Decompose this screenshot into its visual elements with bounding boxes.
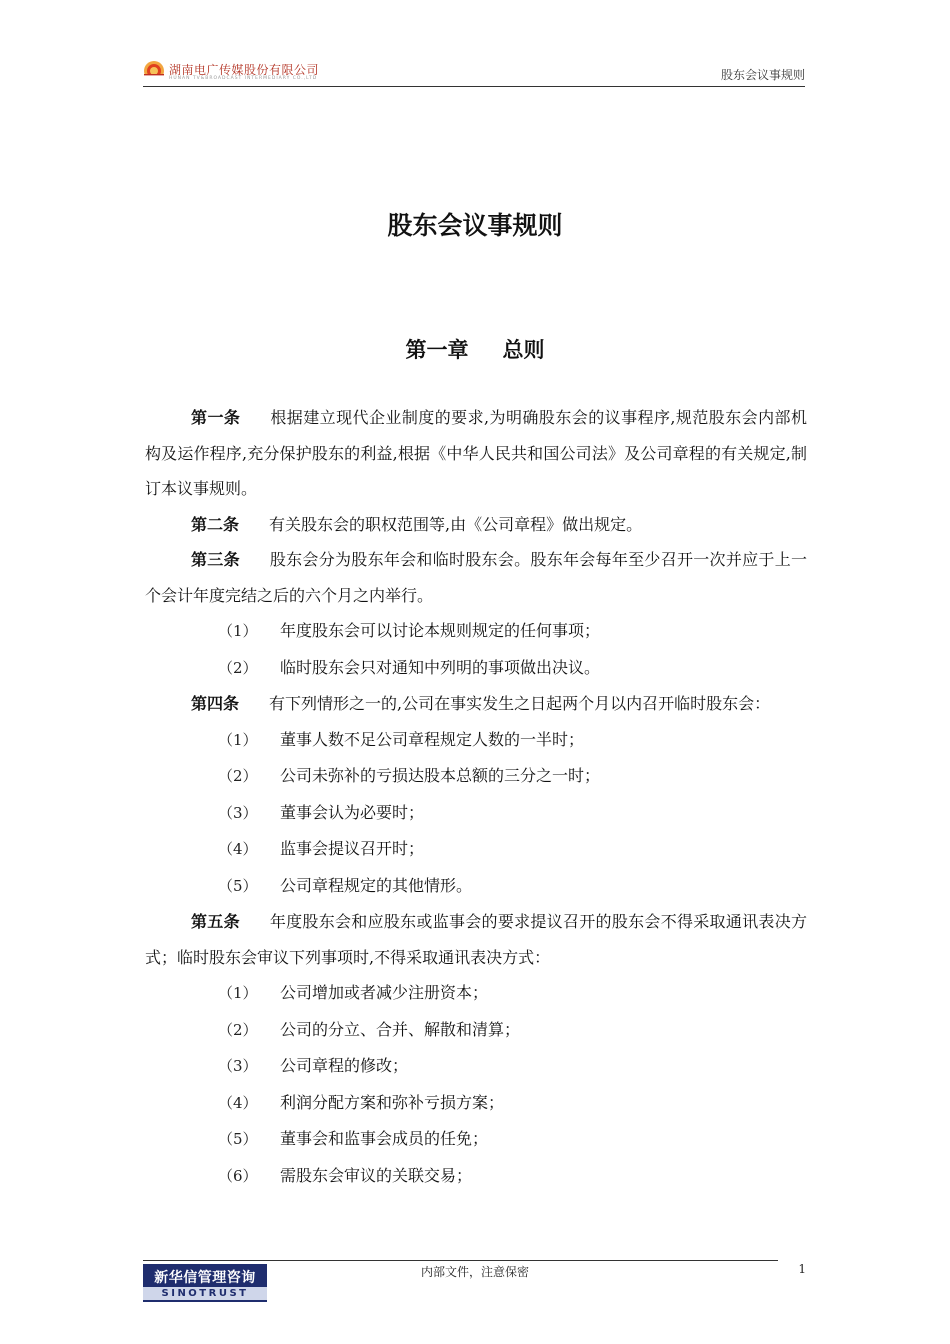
- list-item: [145, 613, 807, 650]
- list-item-text: 临时股东会只对通知中列明的事项做出决议。: [280, 657, 601, 677]
- sinotrust-logo: [143, 1264, 267, 1302]
- article-label: 第一条: [191, 408, 241, 427]
- list-item-text: 董事会和监事会成员的任免；: [280, 1129, 489, 1148]
- article: [145, 904, 807, 975]
- list-item: [145, 650, 807, 687]
- list-item-number: （5）: [218, 1130, 258, 1148]
- chapter-name: 总则: [502, 338, 545, 362]
- article: [145, 507, 807, 543]
- article-text: 年度股东会和应股东或监事会的要求提议召开的股东会不得采取通讯表决方式；临时股东会审议下列事项时,不得采取通讯表决方式：: [145, 912, 807, 967]
- page-header: [143, 58, 805, 87]
- list-item-text: 公司的分立、合并、解散和清算；: [280, 1019, 521, 1039]
- article-text: 有下列情形之一的,公司在事实发生之日起两个月以内召开临时股东会：: [269, 694, 771, 713]
- list-item: [145, 1158, 807, 1195]
- company-logo-icon: [143, 60, 165, 82]
- list-item-number: （3）: [218, 803, 258, 822]
- list-item: [145, 868, 807, 905]
- list-item-number: （1）: [218, 622, 258, 640]
- article: [145, 686, 807, 722]
- article-text: 根据建立现代企业制度的要求,为明确股东会的议事程序,规范股东会内部机构及运作程序,充分保护股东的利益,根据《中华人民共和国公司法》及公司章程的有关规定,制订本议事规则。: [145, 408, 807, 498]
- article-label: 第三条: [191, 550, 240, 569]
- list-item-number: （2）: [218, 767, 258, 785]
- list-item: [145, 722, 807, 759]
- list-item: [145, 1012, 807, 1049]
- list-item: [145, 831, 807, 868]
- confidential-notice: 内部文件，注意保密: [420, 1265, 529, 1279]
- list-item-number: （2）: [218, 658, 258, 677]
- list-item: [145, 758, 807, 795]
- sinotrust-logo-cn: 新华信管理咨询: [154, 1270, 256, 1286]
- list-item-text: 利润分配方案和弥补亏损方案；: [280, 1092, 505, 1112]
- chapter-title: [0, 334, 950, 364]
- list-item-text: 需股东会审议的关联交易；: [280, 1165, 473, 1185]
- list-item-number: （1）: [218, 984, 258, 1002]
- list-item-number: （3）: [218, 1057, 258, 1075]
- list-item-text: 公司增加或者减少注册资本；: [280, 983, 489, 1002]
- list-item: [145, 975, 807, 1012]
- list-item: [145, 1048, 807, 1085]
- list-item: [145, 1085, 807, 1122]
- list-item-text: 董事人数不足公司章程规定人数的一半时；: [280, 729, 585, 749]
- list-item-text: 年度股东会可以讨论本规则规定的任何事项；: [280, 621, 601, 640]
- header-document-name: 股东会议事规则: [720, 68, 805, 82]
- list-item: [145, 795, 807, 832]
- list-item-text: 公司未弥补的亏损达股本总额的三分之一时；: [280, 766, 601, 785]
- article: [145, 542, 807, 613]
- list-item-number: （6）: [218, 1166, 258, 1185]
- list-item: [145, 1121, 807, 1158]
- chapter-number: 第一章: [405, 338, 469, 362]
- article-label: 第五条: [191, 912, 240, 931]
- list-item-number: （2）: [218, 1020, 258, 1039]
- article-text: 有关股东会的职权范围等,由《公司章程》做出规定。: [269, 514, 643, 534]
- list-item-number: （4）: [218, 840, 258, 858]
- footer-divider: [143, 1260, 778, 1261]
- list-item-text: 监事会提议召开时；: [280, 839, 425, 858]
- company-name: 湖南电广传媒股份有限公司: [169, 63, 320, 77]
- page-number: 1: [798, 1262, 806, 1276]
- article: [145, 400, 807, 507]
- company-english-name: HUNAN TV&BROADCAST INTERMEDIARY CO.,LTD: [169, 76, 318, 81]
- list-item-text: 公司章程的修改；: [280, 1056, 409, 1075]
- article-label: 第二条: [191, 514, 240, 534]
- document-body: [145, 400, 807, 1194]
- sinotrust-logo-en: SINOTRUST: [143, 1287, 267, 1300]
- article-text: 股东会分为股东年会和临时股东会。股东年会每年至少召开一次并应于上一个会计年度完结之后的六个月之内举行。: [145, 550, 807, 605]
- list-item-text: 公司章程规定的其他情形。: [280, 875, 473, 895]
- list-item-text: 董事会认为必要时；: [280, 802, 425, 822]
- list-item-number: （1）: [218, 730, 258, 749]
- list-item-number: （4）: [218, 1093, 258, 1112]
- document-title: 股东会议事规则: [387, 211, 563, 240]
- list-item-number: （5）: [218, 876, 258, 895]
- article-label: 第四条: [191, 694, 240, 713]
